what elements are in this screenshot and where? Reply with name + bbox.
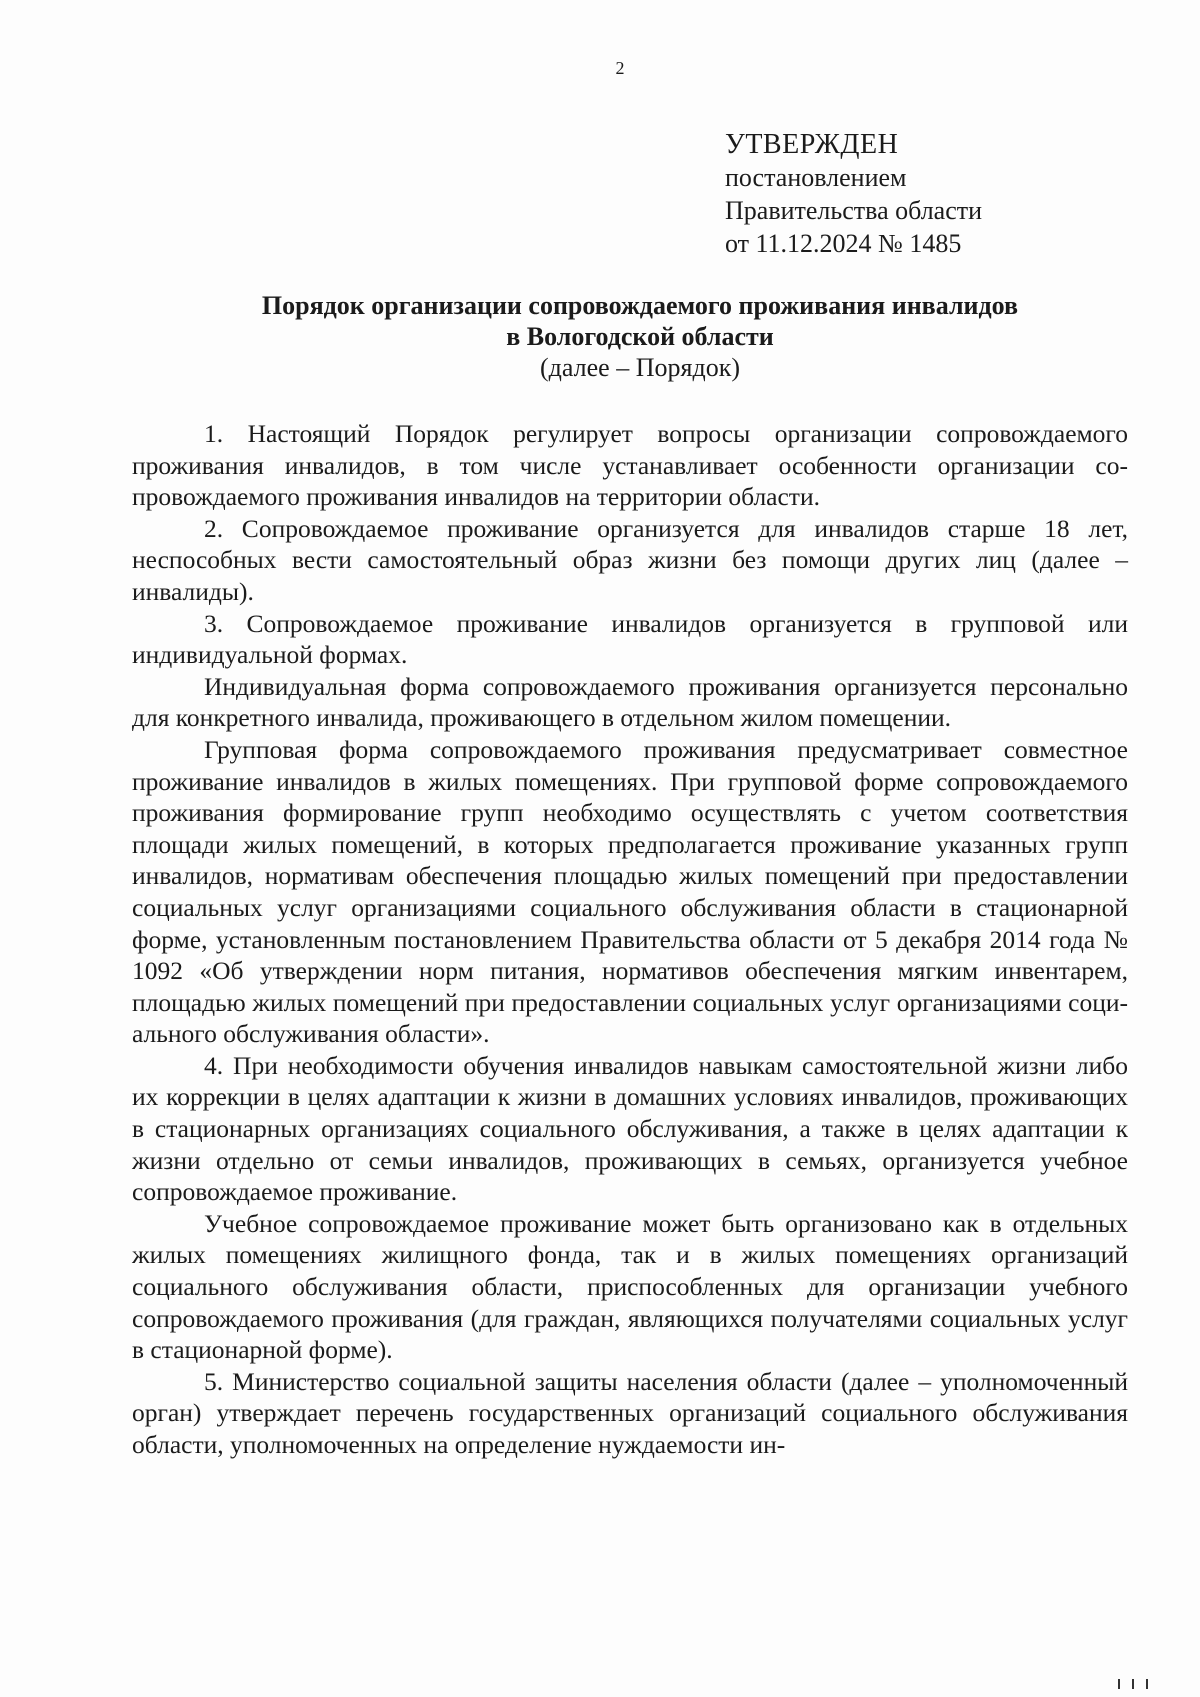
paragraph: 2. Сопровождаемое проживание организуется для инвалидов старше 18 лет, неспособных вести самостоятельный образ жизни без помощи других лиц (далее – инвалиды). bbox=[132, 513, 1128, 606]
document-title-note: (далее – Порядок) bbox=[540, 353, 740, 382]
paragraph: 1. Настоящий Порядок регулирует вопросы организации сопровождаемого проживания инвалидов, в том числе устанавливает особенности организации сопровождаемого проживания инвалидов на территории области. bbox=[132, 419, 1128, 512]
scan-mark bbox=[1146, 1679, 1148, 1689]
approval-line: Правительства области bbox=[725, 196, 983, 225]
document-title bbox=[140, 290, 1140, 383]
approval-line: постановлением bbox=[725, 163, 907, 192]
approval-stamp bbox=[725, 128, 1165, 260]
paragraph: 4. При необходимости обучения инвалидов навыкам самостоятельной жизни либо их коррекции в целях адаптации к жизни в домашних условиях инвалидов, проживающих в стационарных организациях социального обслуживания, а также в целях адаптации к жизни отдельно от семьи инвалидов, проживающих в семьях, организуется учебное сопровождаемое проживание. bbox=[132, 1050, 1128, 1207]
page-number: 2 bbox=[615, 58, 625, 78]
paragraph: Групповая форма сопровождаемого проживания предусматривает совместное проживание инвалидов в жилых помещениях. При групповой форме сопровождаемого проживания формирование групп необходимо осуществлять с учетом соответствия площади жилых помещений, в которых предполагается проживание указанных групп инвалидов, нормативам обеспечения площадью жилых помещений при предоставлении социальных услуг организациями социального обслуживания области в стационарной форме, установленным постановлением Правительства области от 5 декабря 2014 года № 1092 «Об утверждении норм питания, нормативов обеспечения мягким инвентарем, площадью жилых помещений при предоставлении социальных услуг организациями социального обслуживания области». bbox=[132, 734, 1128, 1049]
approval-title: УТВЕРЖДЕН bbox=[725, 129, 899, 160]
paragraph: 5. Министерство социальной защиты населения области (далее – уполномоченный орган) утверждает перечень государственных организаций социального обслуживания области, уполномоченных на определение нуждаемости ин- bbox=[132, 1366, 1128, 1459]
scan-mark bbox=[1132, 1679, 1134, 1689]
scan-mark bbox=[1118, 1679, 1120, 1689]
paragraph: Индивидуальная форма сопровождаемого проживания организуется персонально для конкретного инвалида, проживающего в отдельном жилом помещении. bbox=[132, 671, 1128, 733]
paragraph: Учебное сопровождаемое проживание может быть организовано как в отдельных жилых помещениях жилищного фонда, так и в жилых помещениях организаций социального обслуживания области, приспособленных для организации учебного сопровождаемого проживания (для граждан, являющихся получателями социальных услуг в стационарной форме). bbox=[132, 1208, 1128, 1365]
document-body bbox=[132, 418, 1128, 1461]
paragraph: 3. Сопровождаемое проживание инвалидов организуется в групповой или индивидуальной формах. bbox=[132, 608, 1128, 670]
document-title-line: в Вологодской области bbox=[506, 322, 774, 351]
document-title-line: Порядок организации сопровождаемого проживания инвалидов bbox=[261, 291, 1019, 320]
approval-date-number: от 11.12.2024 № 1485 bbox=[725, 229, 962, 258]
scan-marks bbox=[1118, 1676, 1198, 1686]
